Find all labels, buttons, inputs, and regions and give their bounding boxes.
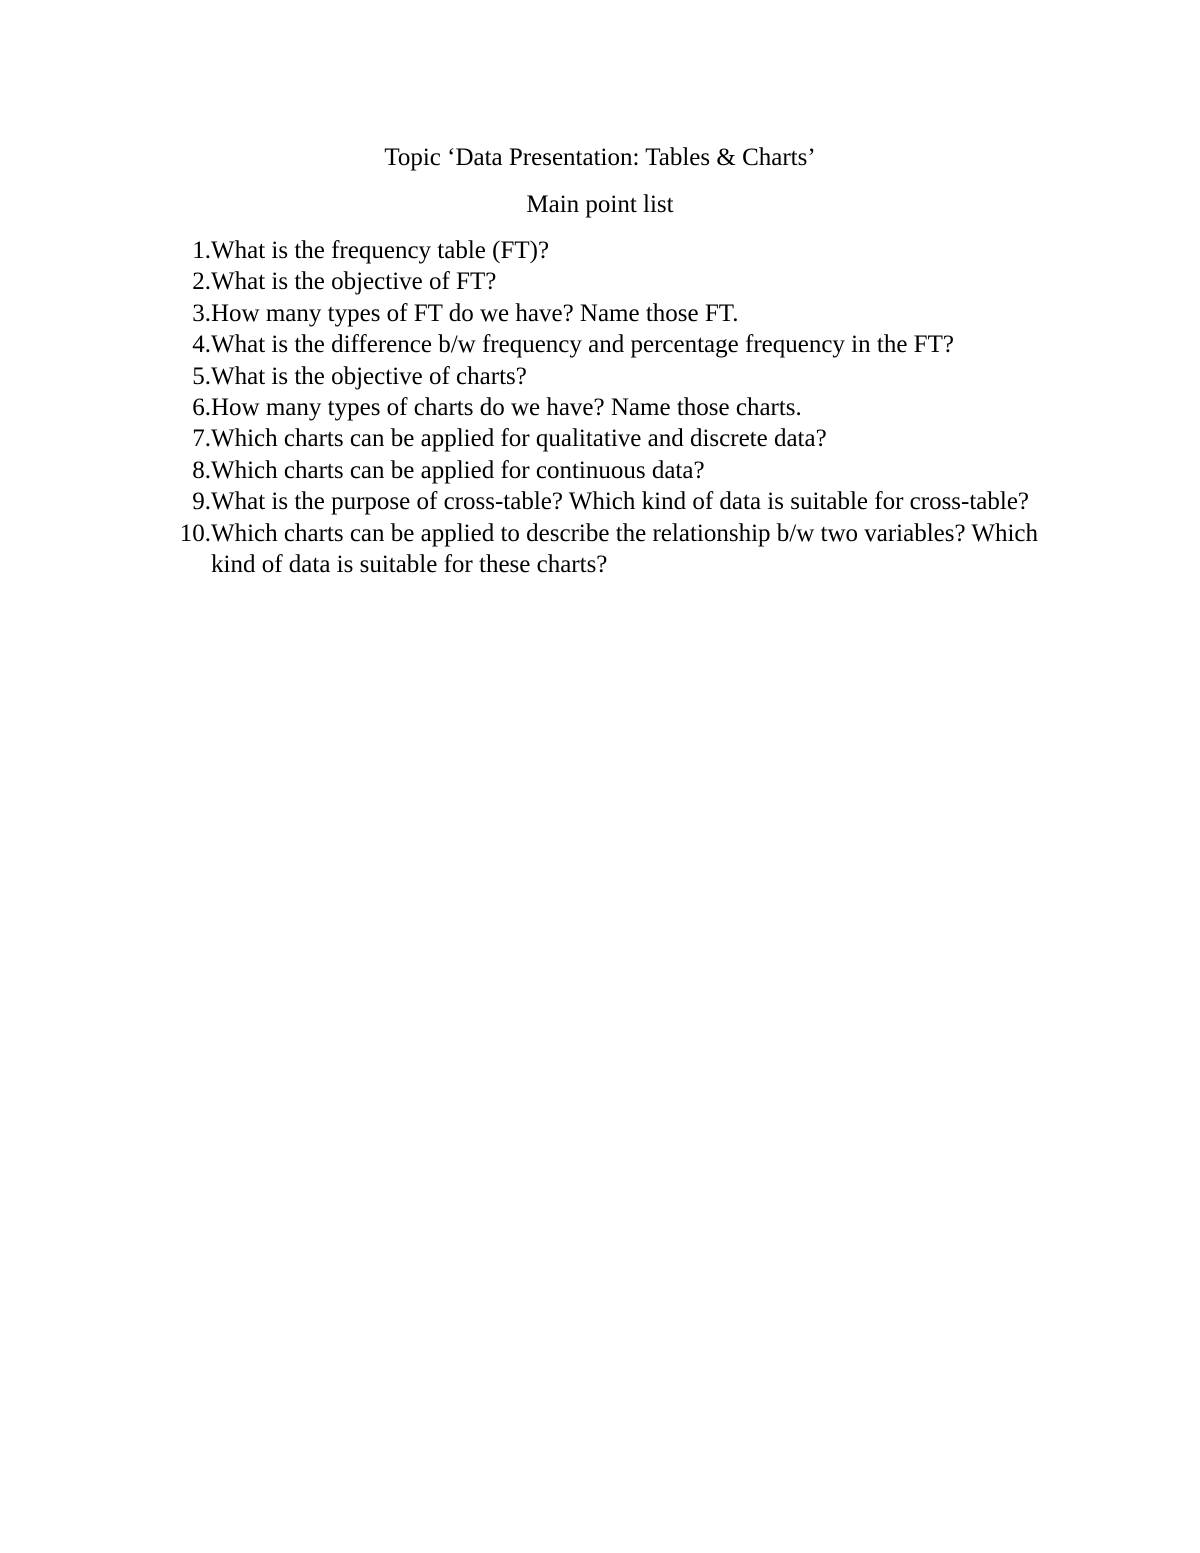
- list-item: [162, 266, 1062, 297]
- list-item-text: What is the purpose of cross-table? Which kind of data is suitable for cross-table?: [211, 488, 1030, 516]
- list-item: [162, 455, 1062, 486]
- list-item: [162, 486, 1062, 517]
- list-item-number: 5.: [192, 362, 211, 390]
- list-item: [162, 423, 1062, 454]
- list-item-number: 7.: [192, 425, 211, 453]
- document-title: Topic ‘Data Presentation: Tables & Charts’: [384, 144, 816, 171]
- list-item-number: 4.: [192, 331, 211, 359]
- list-item-text: Which charts can be applied for qualitative and discrete data?: [211, 425, 827, 453]
- list-item-number: 6.: [192, 394, 211, 422]
- list-item: [162, 329, 1062, 360]
- list-item-text: How many types of charts do we have? Name those charts.: [211, 394, 802, 422]
- document-subtitle: Main point list: [526, 191, 674, 218]
- list-item: [162, 235, 1062, 266]
- list-item-number: 1.: [192, 237, 211, 264]
- list-item: [162, 518, 1062, 581]
- list-item-text: What is the objective of charts?: [211, 362, 527, 390]
- main-point-list: [162, 235, 1062, 580]
- list-item: [162, 361, 1062, 392]
- list-item-number: 10.: [179, 519, 211, 547]
- list-item-text: Which charts can be applied to describe the relationship b/w two variables? Which kind of data is suitable for these charts?: [211, 519, 1039, 579]
- list-item: [162, 298, 1062, 329]
- list-item-text: What is the objective of FT?: [211, 268, 497, 296]
- list-item: [162, 392, 1062, 423]
- list-item-text: What is the difference b/w frequency and percentage frequency in the FT?: [211, 331, 954, 359]
- list-item-number: 2.: [192, 268, 211, 296]
- list-item-number: 8.: [192, 456, 211, 484]
- list-item-text: Which charts can be applied for continuous data?: [211, 456, 705, 484]
- list-item-text: What is the frequency table (FT)?: [211, 237, 550, 264]
- list-item-number: 3.: [192, 299, 211, 327]
- list-item-number: 9.: [192, 488, 211, 516]
- list-item-text: How many types of FT do we have? Name those FT.: [211, 299, 739, 327]
